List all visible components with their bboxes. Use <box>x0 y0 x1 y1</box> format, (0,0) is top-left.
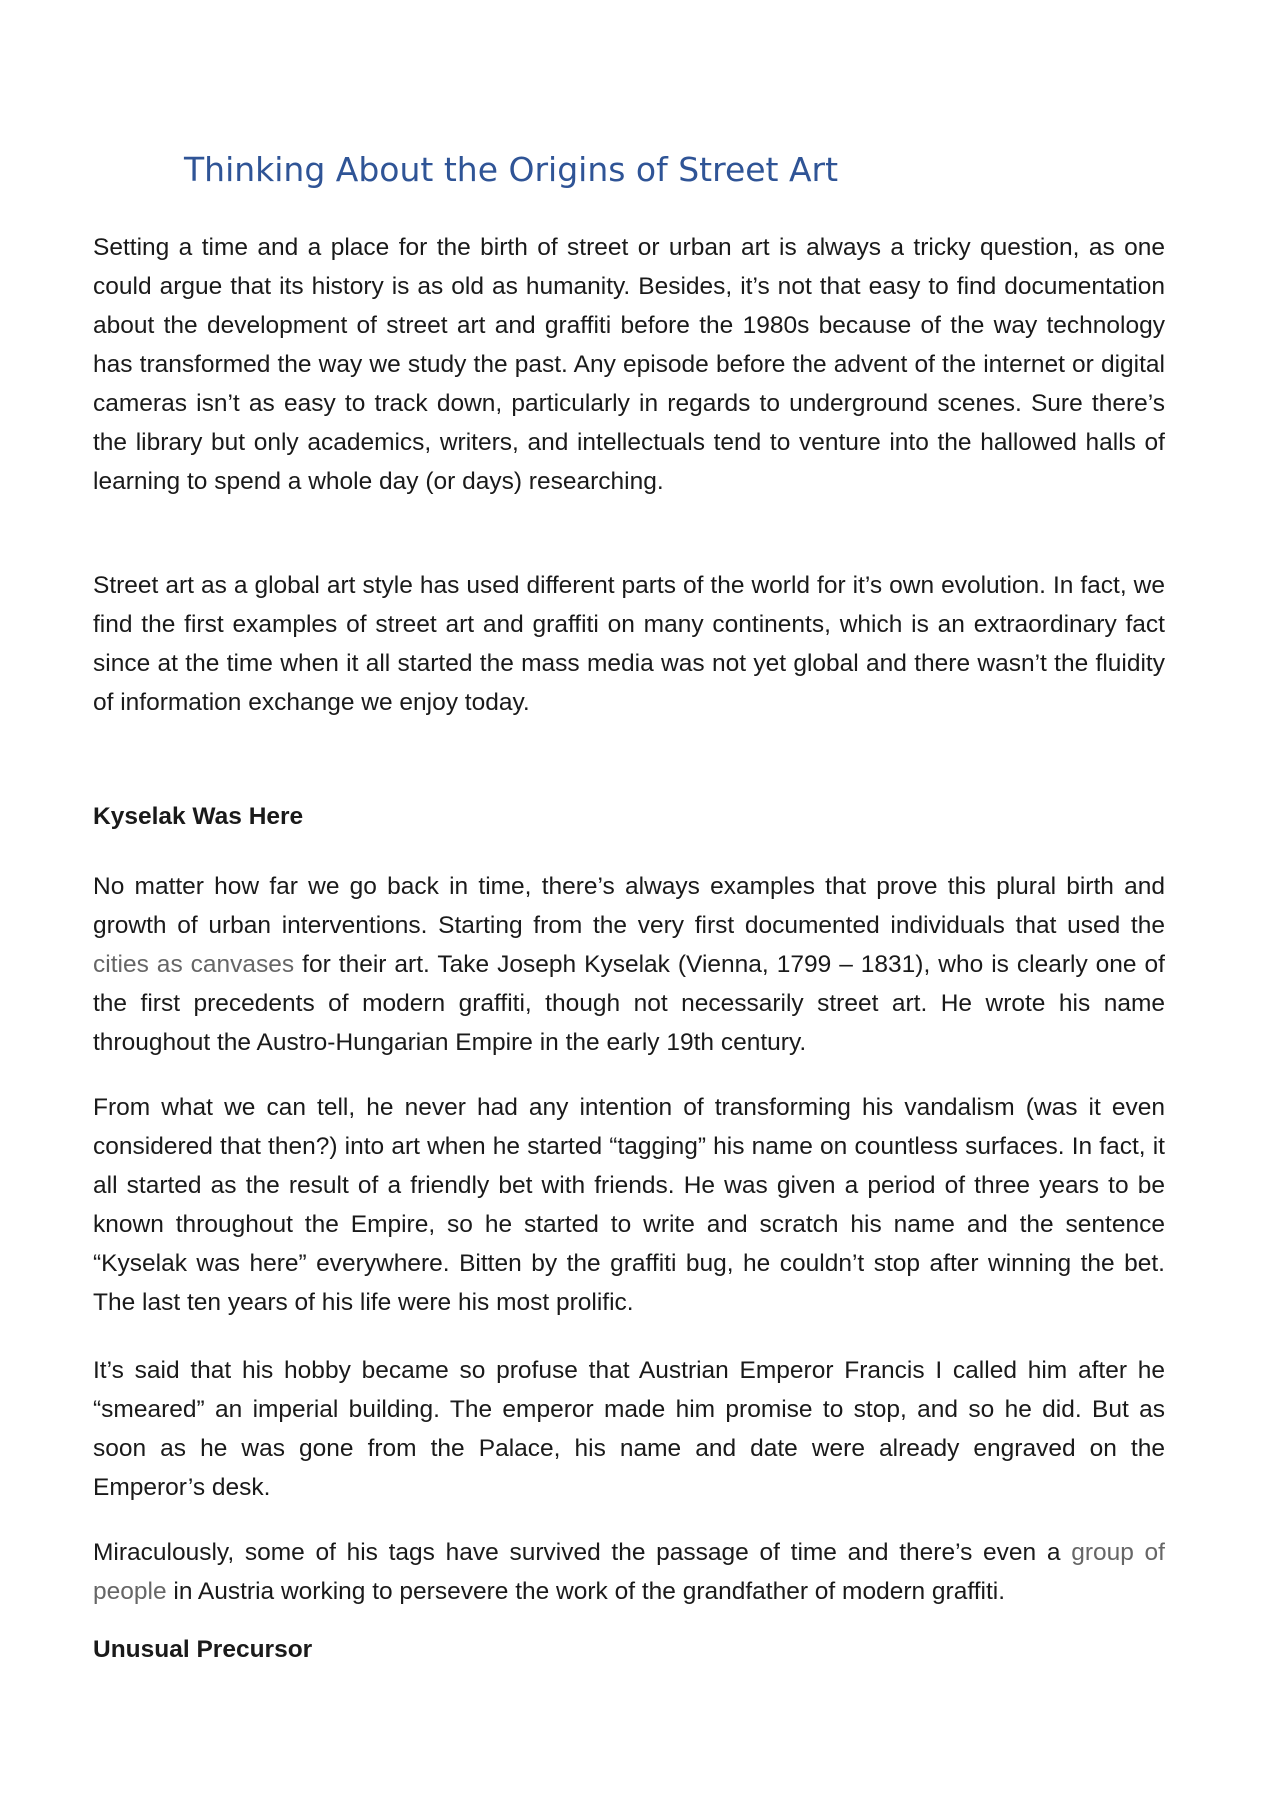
kyselak-paragraph-2: From what we can tell, he never had any intention of transforming his vandalism (was it even considered that then?) into art when he started “tagging” his name on countless surfaces. In fact, it all started as the result of a friendly bet with friends. He was given a period of three years to be known throughout the Empire, so he started to write and scratch his name and the sentence “Kyselak was here” everywhere. Bitten by the graffiti bug, he couldn’t stop after winning the bet. The last ten years of his life were his most prolific. <box>93 1094 1165 1316</box>
cities-as-canvases-link[interactable]: cities as canvases <box>93 951 295 978</box>
kyselak-paragraph-3: It’s said that his hobby became so profuse that Austrian Emperor Francis I called him after he “smeared” an imperial building. The emperor made him promise to stop, and so he did. But as soon as he was gone from the Palace, his name and date were already engraved on the Emperor’s desk. <box>93 1357 1165 1501</box>
intro-paragraph-1: Setting a time and a place for the birth of street or urban art is always a tricky question, as one could argue that its history is as old as humanity. Besides, it’s not that easy to find documentation about the development of street art and graffiti before the 1980s because of the way technology has transformed the way we study the past. Any episode before the advent of the internet or digital cameras isn’t as easy to track down, particularly in regards to underground scenes. Sure there’s the library but only academics, writers, and intellectuals tend to venture into the hallowed halls of learning to spend a whole day (or days) researching. <box>93 234 1165 495</box>
group-of-people-link[interactable]: group of people <box>93 1539 1165 1605</box>
kyselak-paragraph-4 <box>93 1533 1165 1611</box>
kyselak-p4-text-after: in Austria working to persevere the work of the grandfather of modern graffiti. <box>166 1578 1006 1605</box>
section-heading-kyselak: Kyselak Was Here <box>93 803 304 830</box>
kyselak-p4-text-before: Miraculously, some of his tags have survived the passage of time and there’s even a <box>93 1539 1072 1566</box>
intro-paragraph-2: Street art as a global art style has used different parts of the world for it’s own evolution. In fact, we find the first examples of street art and graffiti on many continents, which is an extraordinary fact since at the time when it all started the mass media was not yet global and there wasn’t the fluidity of information exchange we enjoy today. <box>93 572 1165 716</box>
kyselak-p1-text-after: for their art. Take Joseph Kyselak (Vienna, 1799 – 1831), who is clearly one of the first precedents of modern graffiti, though not necessarily street art. He wrote his name throughout the Austro-Hungarian Empire in the early 19th century. <box>93 951 1165 1056</box>
kyselak-paragraph-1 <box>93 867 1165 1062</box>
page-title: Thinking About the Origins of Street Art <box>184 150 839 189</box>
kyselak-p1-text-before: No matter how far we go back in time, there’s always examples that prove this plural birth and growth of urban interventions. Starting from the very first documented individuals that used the <box>93 873 1165 939</box>
section-heading-unusual-precursor: Unusual Precursor <box>93 1636 313 1663</box>
